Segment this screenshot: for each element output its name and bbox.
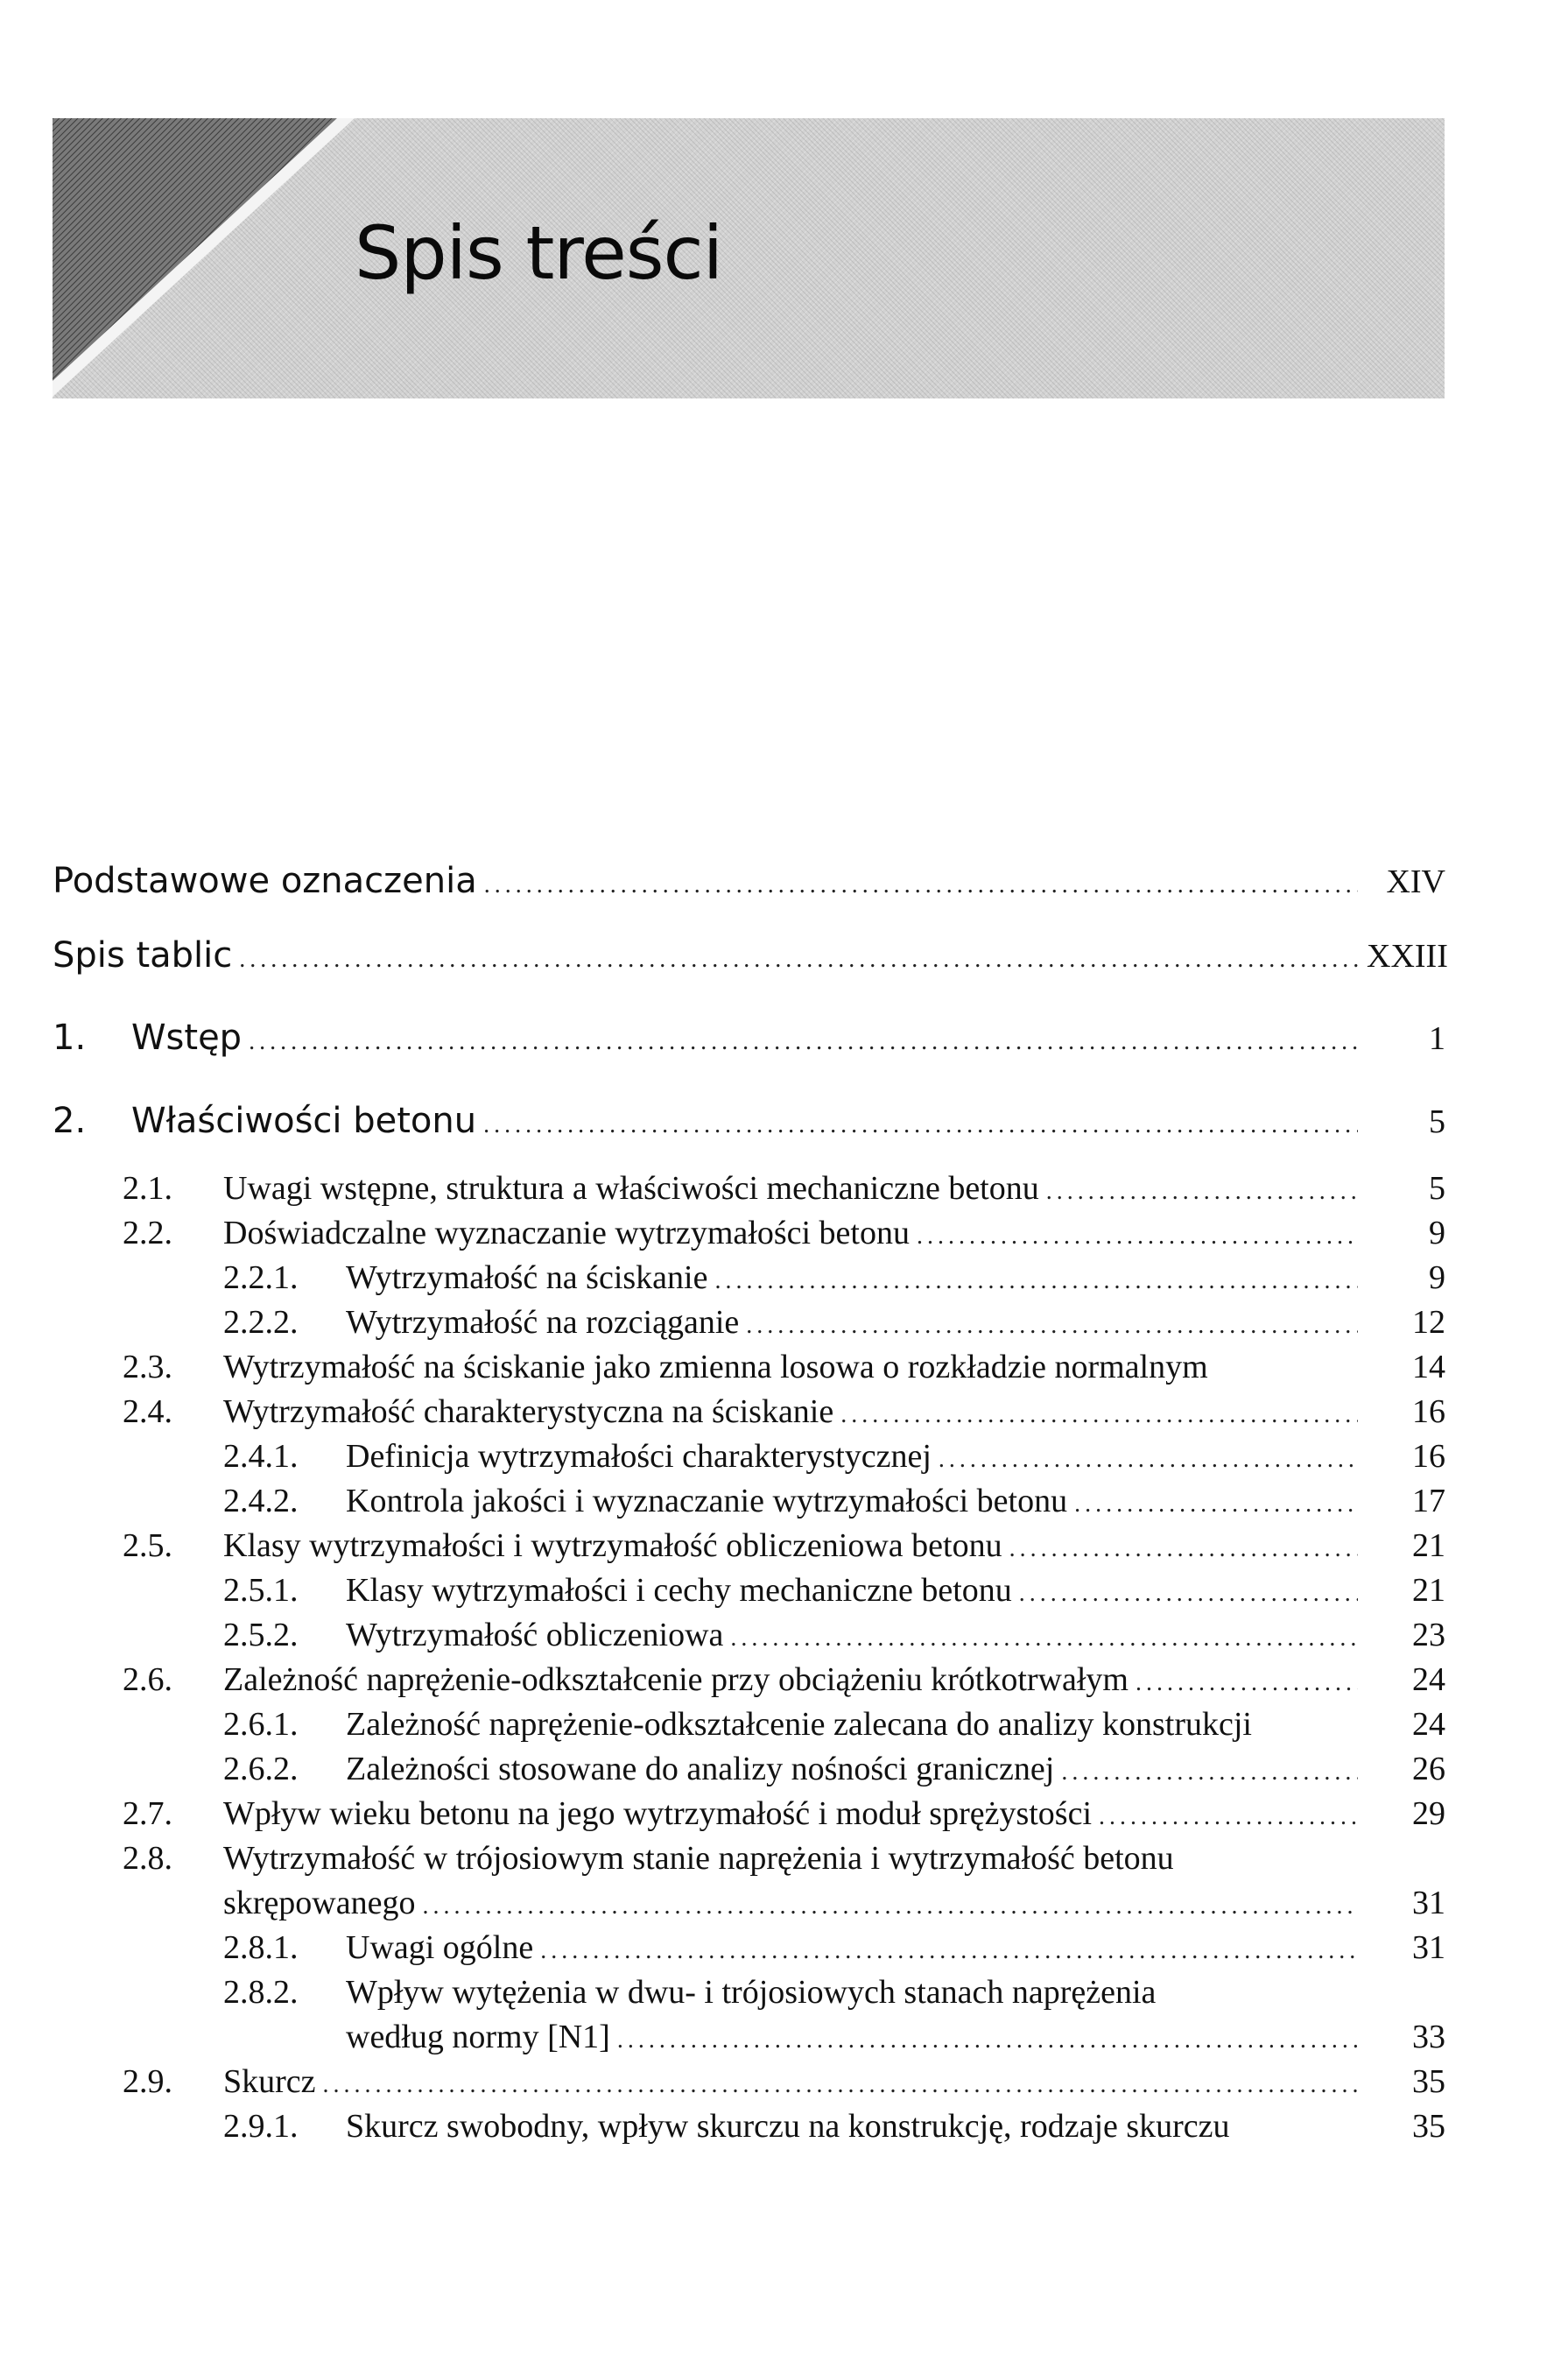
- toc-entry-title: Spis tablic: [53, 935, 233, 976]
- toc-entry-title: Uwagi ogólne: [346, 1929, 534, 1966]
- toc-leader-dots: [1009, 1535, 1358, 1563]
- toc-entry-page: 29: [1412, 1795, 1445, 1832]
- toc-leader-dots: [249, 1028, 1358, 1056]
- toc-entry-title: Klasy wytrzymałości i wytrzymałość obliczeniowa betonu: [223, 1527, 1002, 1564]
- toc-entry-page: 33: [1412, 2019, 1445, 2055]
- toc-leader-dots: [1099, 1803, 1358, 1831]
- toc-leader-dots: [1061, 1758, 1358, 1787]
- toc-entry-title: Wstęp: [131, 1018, 243, 1058]
- toc-entry-chapter-1[interactable]: [53, 1018, 1445, 1058]
- toc-entry-title: Wytrzymałość na ściskanie jako zmienna losowa o rozkładzie normalnym: [223, 1349, 1208, 1385]
- toc-entry-number: 2.9.1.: [223, 2108, 299, 2145]
- toc-entry-title: Podstawowe oznaczenia: [53, 861, 477, 901]
- toc-leader-dots: [730, 1624, 1358, 1653]
- toc-entry-title: Właściwości betonu: [131, 1101, 477, 1141]
- toc-entry-page: 31: [1412, 1885, 1445, 1921]
- toc-entry-number: 2.8.1.: [223, 1929, 299, 1966]
- toc-leader-dots: [714, 1267, 1358, 1295]
- toc-entry-page: 21: [1412, 1527, 1445, 1564]
- toc-entry-number: 2.6.2.: [223, 1751, 299, 1787]
- toc-entry-2-3[interactable]: [123, 1348, 1445, 1386]
- toc-entry-page: 31: [1412, 1929, 1445, 1966]
- toc-entry-number: 2.2.2.: [223, 1304, 299, 1341]
- toc-entry-number: 2.8.2.: [223, 1974, 299, 2011]
- toc-leader-dots: [617, 2026, 1358, 2054]
- toc-entry-page: XIV: [1386, 863, 1445, 900]
- toc-entry-2-4-2[interactable]: [223, 1482, 1445, 1520]
- toc-entry-page: 16: [1412, 1393, 1445, 1430]
- page-title: Spis treści: [355, 210, 723, 296]
- toc-entry-number: 2.4.: [123, 1393, 172, 1430]
- toc-entry-number: 2.6.: [123, 1661, 172, 1698]
- toc-entry-page: 5: [1429, 1103, 1445, 1140]
- toc-entry-title: Wytrzymałość obliczeniowa: [346, 1617, 724, 1653]
- toc-leader-dots: [422, 1892, 1358, 1920]
- toc-entry-2-8-1[interactable]: [223, 1928, 1445, 1967]
- toc-entry-2-2-2[interactable]: [223, 1303, 1445, 1342]
- toc-entry-page: 9: [1429, 1215, 1445, 1251]
- toc-entry-title: Definicja wytrzymałości charakterystycznej: [346, 1438, 932, 1475]
- toc-entry-2-4-1[interactable]: [223, 1437, 1445, 1476]
- toc-entry-number: 2.5.2.: [223, 1617, 299, 1653]
- toc-entry-page: 26: [1412, 1751, 1445, 1787]
- toc-entry-2-9[interactable]: [123, 2062, 1445, 2101]
- toc-entry-title: Klasy wytrzymałości i cechy mechaniczne betonu: [346, 1572, 1012, 1609]
- toc-entry-page: 23: [1412, 1617, 1445, 1653]
- toc-leader-dots: [484, 871, 1358, 899]
- toc-entry-2-8-2-continuation[interactable]: [346, 2018, 1445, 2056]
- toc-entry-2-2[interactable]: [123, 1214, 1445, 1252]
- toc-entry-number: 2.9.: [123, 2063, 172, 2100]
- toc-entry-page: 21: [1412, 1572, 1445, 1609]
- toc-entry-title: Zależność naprężenie-odkształcenie przy obciążeniu krótkotrwałym: [223, 1661, 1129, 1698]
- toc-entry-page: 24: [1412, 1706, 1445, 1743]
- toc-entry-2-8-2[interactable]: [223, 1973, 1445, 2012]
- toc-entry-2-4[interactable]: [123, 1392, 1445, 1431]
- toc-entry-number: 2.6.1.: [223, 1706, 299, 1743]
- toc-entry-2-5[interactable]: [123, 1526, 1445, 1565]
- toc-entry-number: 2.8.: [123, 1840, 172, 1877]
- toc-entry-title: skrępowanego: [223, 1885, 416, 1921]
- toc-leader-dots: [1136, 1669, 1358, 1697]
- toc-entry-2-6-1[interactable]: [223, 1705, 1445, 1744]
- toc-leader-dots: [746, 1312, 1358, 1340]
- toc-entry-2-7[interactable]: [123, 1794, 1445, 1833]
- toc-entry-page: 5: [1429, 1170, 1445, 1207]
- toc-entry-number: 2.3.: [123, 1349, 172, 1385]
- toc-leader-dots: [540, 1937, 1358, 1965]
- toc-entry-2-5-1[interactable]: [223, 1571, 1445, 1610]
- toc-entry-title: Wytrzymałość na rozciąganie: [346, 1304, 740, 1341]
- toc-entry-2-6-2[interactable]: [223, 1750, 1445, 1788]
- toc-entry-page: 1: [1429, 1020, 1445, 1057]
- toc-entry-number: 1.: [53, 1018, 87, 1058]
- toc-entry-number: 2.2.1.: [223, 1259, 299, 1296]
- toc-entry-title: Wytrzymałość charakterystyczna na ściskanie: [223, 1393, 834, 1430]
- toc-entry-page: XXIII: [1367, 938, 1448, 975]
- toc-entry-2-1[interactable]: [123, 1169, 1445, 1208]
- toc-leader-dots: [1019, 1580, 1358, 1608]
- toc-entry-title: Zależność naprężenie-odkształcenie zalecana do analizy konstrukcji: [346, 1706, 1252, 1743]
- toc-entry-2-8-continuation[interactable]: [223, 1884, 1445, 1922]
- toc-entry-title: Kontrola jakości i wyznaczanie wytrzymałości betonu: [346, 1483, 1068, 1519]
- toc-entry-page: 24: [1412, 1661, 1445, 1698]
- toc-leader-dots: [917, 1223, 1358, 1251]
- toc-entry-number: 2.5.: [123, 1527, 172, 1564]
- toc-entry-number: 2.4.1.: [223, 1438, 299, 1475]
- toc-entry-2-9-1[interactable]: [223, 2107, 1445, 2146]
- toc-entry-spis-tablic[interactable]: [53, 935, 1448, 976]
- toc-entry-title: Skurcz swobodny, wpływ skurczu na konstrukcję, rodzaje skurczu: [346, 2108, 1230, 2145]
- toc-entry-title: Wytrzymałość na ściskanie: [346, 1259, 708, 1296]
- toc-entry-page: 17: [1412, 1483, 1445, 1519]
- toc-entry-number: 2.4.2.: [223, 1483, 299, 1519]
- toc-entry-title: Doświadczalne wyznaczanie wytrzymałości betonu: [223, 1215, 910, 1251]
- toc-entry-number: 2.1.: [123, 1170, 172, 1207]
- toc-entry-title: Wytrzymałość w trójosiowym stanie naprężenia i wytrzymałość betonu: [223, 1840, 1174, 1877]
- toc-leader-dots: [239, 946, 1358, 974]
- toc-entry-2-5-2[interactable]: [223, 1616, 1445, 1654]
- toc-entry-number: 2.: [53, 1101, 87, 1141]
- toc-entry-title: Wpływ wytężenia w dwu- i trójosiowych stanach naprężenia: [346, 1974, 1157, 2011]
- toc-entry-number: 2.5.1.: [223, 1572, 299, 1609]
- toc-entry-page: 12: [1412, 1304, 1445, 1341]
- toc-entry-number: 2.7.: [123, 1795, 172, 1832]
- toc-entry-page: 14: [1412, 1349, 1445, 1385]
- toc-entry-page: 16: [1412, 1438, 1445, 1475]
- toc-entry-2-2-1[interactable]: [223, 1258, 1445, 1297]
- toc-leader-dots: [1046, 1178, 1358, 1206]
- toc-leader-dots: [840, 1401, 1358, 1429]
- toc-entry-2-6[interactable]: [123, 1660, 1445, 1699]
- toc-entry-page: 35: [1412, 2063, 1445, 2100]
- toc-leader-dots: [1074, 1491, 1358, 1519]
- toc-entry-number: 2.2.: [123, 1215, 172, 1251]
- toc-entry-2-8[interactable]: [123, 1839, 1445, 1878]
- toc-entry-title: według normy [N1]: [346, 2019, 610, 2055]
- toc-entry-podstawowe-oznaczenia[interactable]: [53, 861, 1445, 901]
- toc-leader-dots: [483, 1111, 1358, 1139]
- toc-entry-page: 35: [1412, 2108, 1445, 2145]
- toc-entry-title: Wpływ wieku betonu na jego wytrzymałość i moduł sprężystości: [223, 1795, 1093, 1832]
- toc-entry-title: Zależności stosowane do analizy nośności granicznej: [346, 1751, 1055, 1787]
- toc-entry-chapter-2[interactable]: [53, 1101, 1445, 1141]
- toc-entry-title: Skurcz: [223, 2063, 316, 2100]
- toc-leader-dots: [939, 1446, 1358, 1474]
- toc-entry-title: Uwagi wstępne, struktura a właściwości mechaniczne betonu: [223, 1170, 1039, 1207]
- toc-leader-dots: [323, 2071, 1358, 2099]
- toc-entry-page: 9: [1429, 1259, 1445, 1296]
